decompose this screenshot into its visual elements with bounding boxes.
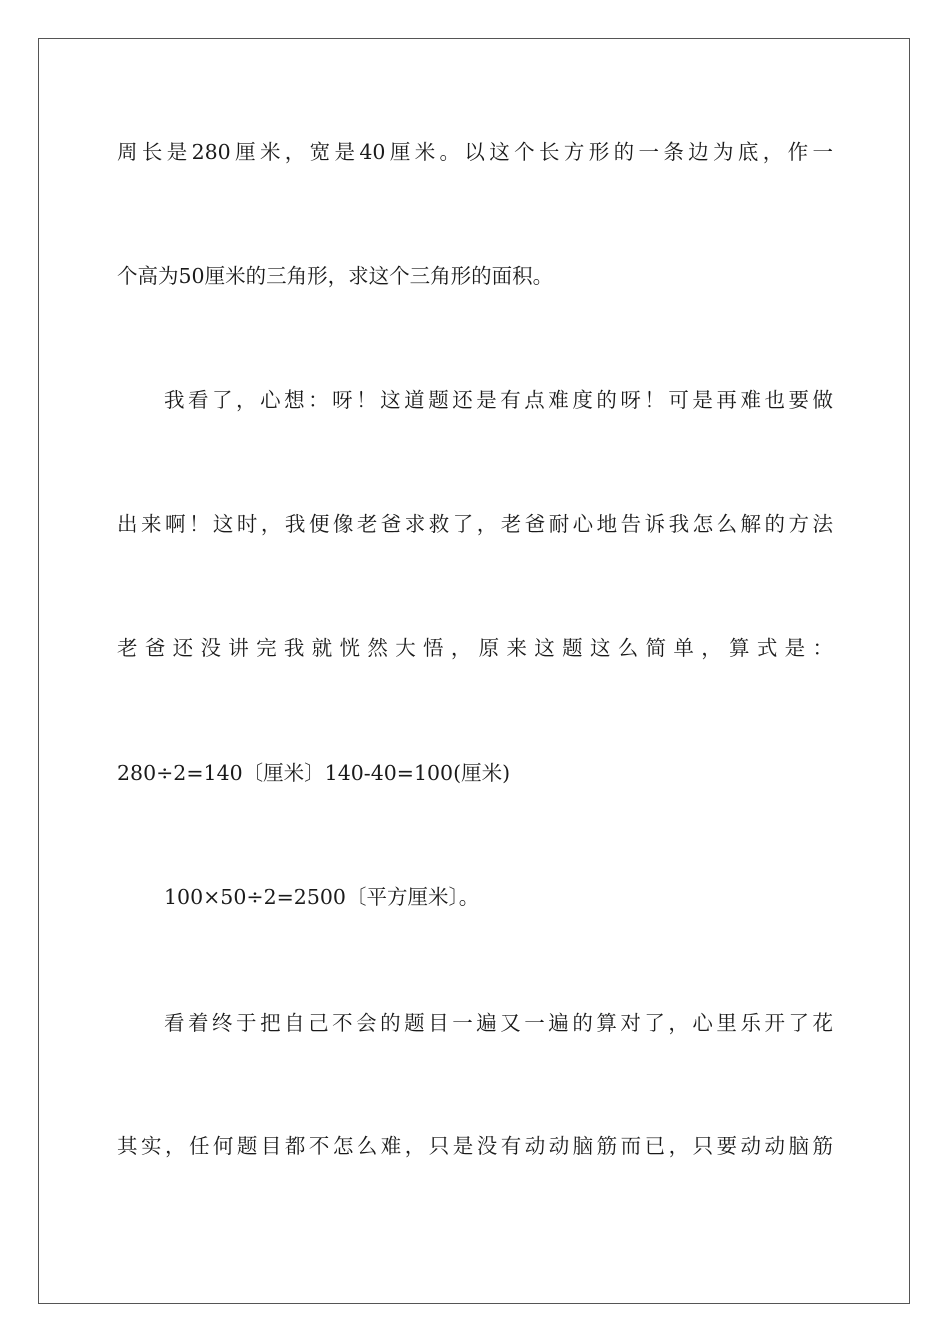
text-line-3: 我看了，心想：呀！这道题还是有点难度的呀！可是再难也要做 <box>164 388 833 412</box>
text-line-8: 看着终于把自己不会的题目一遍又一遍的算对了，心里乐开了花 <box>164 1011 833 1035</box>
text-line-1: 周长是280厘米，宽是40厘米。以这个长方形的一条边为底，作一 <box>117 140 833 164</box>
page-border <box>38 38 910 1304</box>
text-line-5: 老爸还没讲完我就恍然大悟，原来这题这么简单，算式是： <box>117 636 833 660</box>
text-line-2: 个高为50厘米的三角形，求这个三角形的面积。 <box>117 264 554 288</box>
text-line-9: 其实，任何题目都不怎么难，只是没有动动脑筋而已，只要动动脑筋 <box>117 1134 833 1158</box>
text-line-4: 出来啊！这时，我便像老爸求救了，老爸耐心地告诉我怎么解的方法 <box>117 512 833 536</box>
text-line-6: 280÷2=140〔厘米〕140-40=100(厘米) <box>117 761 511 785</box>
text-line-7: 100×50÷2=2500〔平方厘米〕。 <box>164 885 480 909</box>
